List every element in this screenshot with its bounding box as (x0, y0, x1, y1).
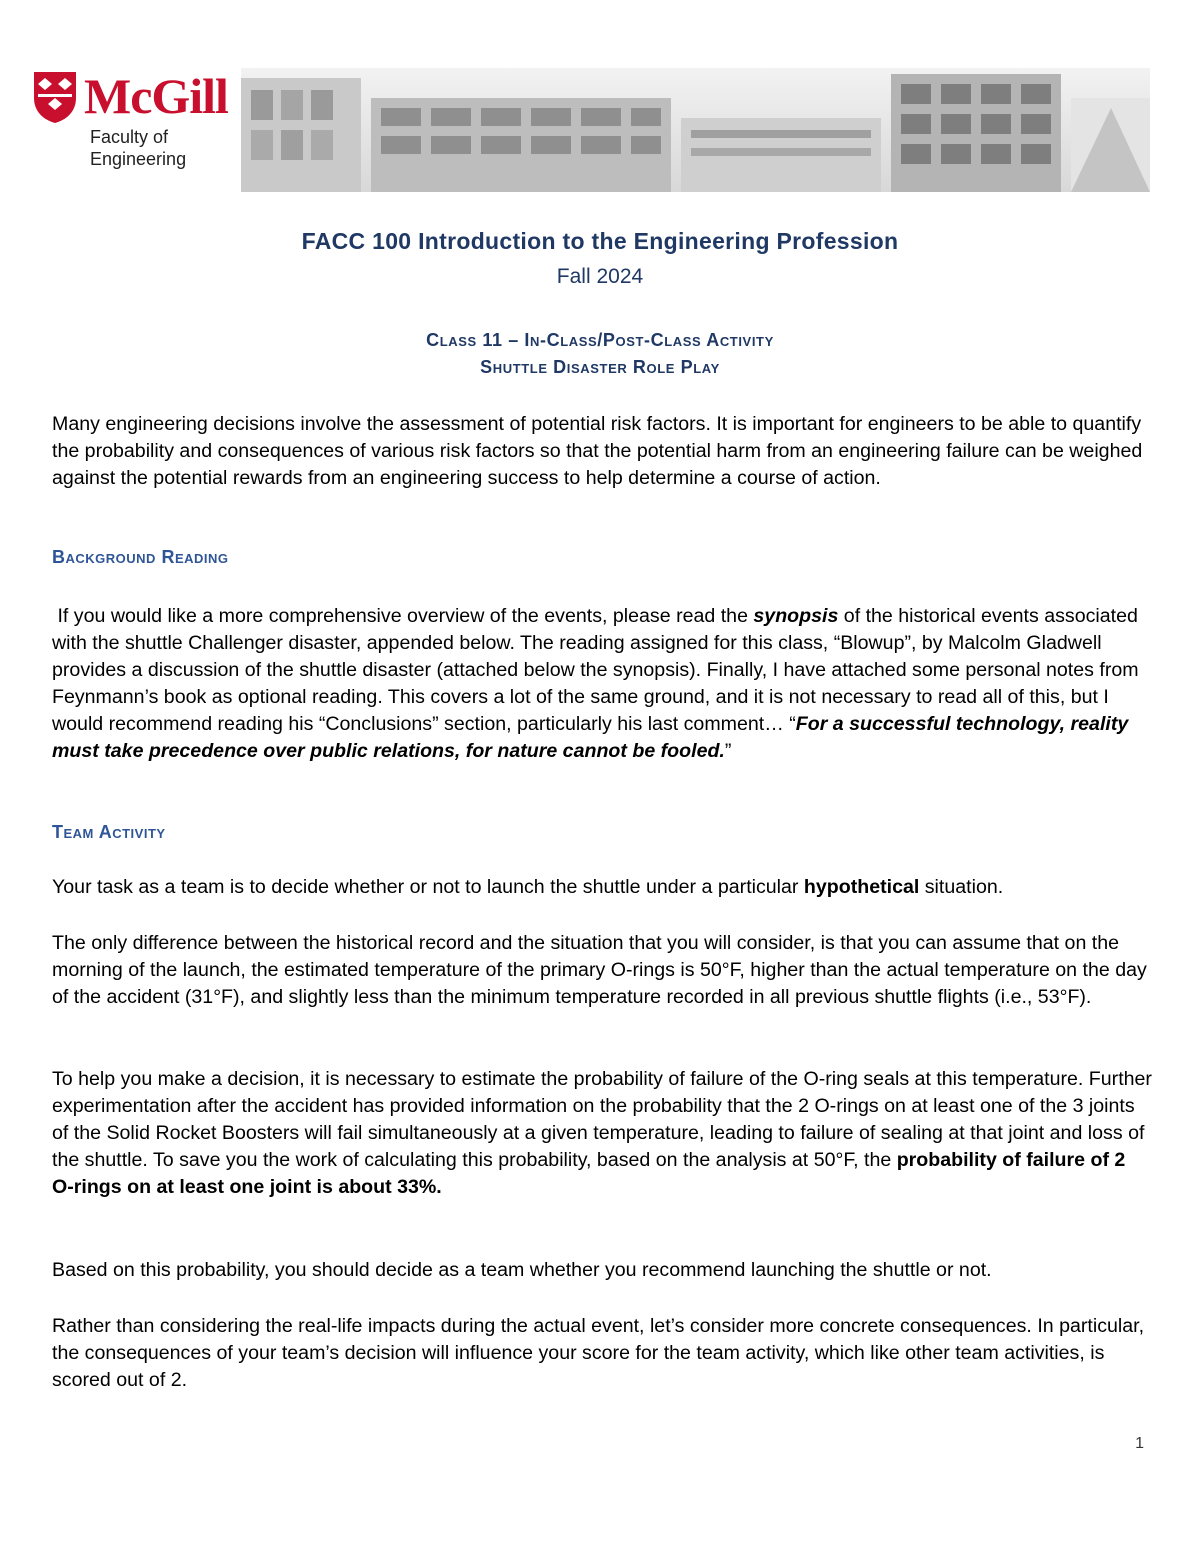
consequences-paragraph: Rather than considering the real-life impacts during the actual event, let’s consider more concrete consequences. In particular, the consequences of your team’s decision will influence your score for the team activity, which like other team activities, is scored out of 2. (52, 1315, 1145, 1391)
intro-paragraph: Many engineering decisions involve the assessment of potential risk factors. It is important for engineers to be able to quantify the probability and consequences of various risk factors so that the potential harm from an engineering failure can be weighed against the potential rewards from an engineering success to help determine a course of action. (52, 413, 1143, 489)
decision-paragraph: Based on this probability, you should decide as a team whether you recommend launching the shuttle or not. (52, 1259, 992, 1281)
probability-paragraph: To help you make a decision, it is necessary to estimate the probability of failure of the O-ring seals at this temperature. Further experimentation after the accident has provided information on the probability that the 2 O-rings on at least one of the 3 joints of the Solid Rocket Boosters will fail simultaneously at a given temperature, leading to failure of sealing at that joint and loss of the shuttle. To save you the work of calculating this probability, based on the analysis at 50°F, the probability of failure of 2 O-rings on at least one joint is about 33%. (52, 1068, 1152, 1198)
background-paragraph: If you would like a more comprehensive overview of the events, please read the synopsis of the historical events associated with the shuttle Challenger disaster, appended below. The reading assigned for this class, “Blowup”, by Malcolm Gladwell provides a discussion of the shuttle disaster (attached below the synopsis). Finally, I have attached some personal notes from Feynmann’s book as optional reading. This covers a lot of the same ground, and it is not necessary to read all of this, but I would recommend reading his “Conclusions” section, particularly his last comment… “For a successful technology, reality must take precedence over public relations, for nature cannot be fooled.” (52, 605, 1139, 762)
activity-subtitle: Shuttle Disaster Role Play (480, 357, 720, 377)
logo-wordmark: McGill (84, 68, 228, 124)
page-header (28, 64, 1150, 192)
mcgill-logo (28, 64, 243, 192)
faculty-line-2: Engineering (90, 149, 187, 169)
course-title: FACC 100 Introduction to the Engineering Profession (301, 228, 899, 254)
team-activity-heading: Team Activity (52, 822, 166, 842)
feynman-quote: For a successful technology, reality must take precedence over public relations, for nature cannot be fooled. (52, 713, 1129, 762)
faculty-line-1: Faculty of (90, 127, 169, 147)
term-label: Fall 2024 (556, 265, 644, 288)
synopsis-emphasis: synopsis (753, 605, 839, 627)
activity-title: Class 11 – In-Class/Post-Class Activity (426, 330, 774, 350)
campus-banner-image (241, 68, 1150, 192)
team-task-paragraph: Your task as a team is to decide whether or not to launch the shuttle under a particular hypothetical situation. (52, 876, 1004, 898)
background-heading: Background Reading (52, 547, 229, 567)
temperature-paragraph: The only difference between the historical record and the situation that you will consider, is that you can assume that on the morning of the launch, the estimated temperature of the primary O-rings is 50°F, higher than the actual temperature on the day of the accident (31°F), and slightly less than the minimum temperature recorded in all previous shuttle flights (i.e., 53°F). (52, 932, 1147, 1008)
page-number: 1 (1135, 1435, 1144, 1452)
hypothetical-emphasis: hypothetical (803, 876, 920, 898)
faculty-label (90, 126, 186, 170)
mcgill-shield-icon (32, 70, 78, 124)
probability-emphasis: probability of failure of 2 O-rings on at least one joint is about 33%. (52, 1149, 1126, 1198)
